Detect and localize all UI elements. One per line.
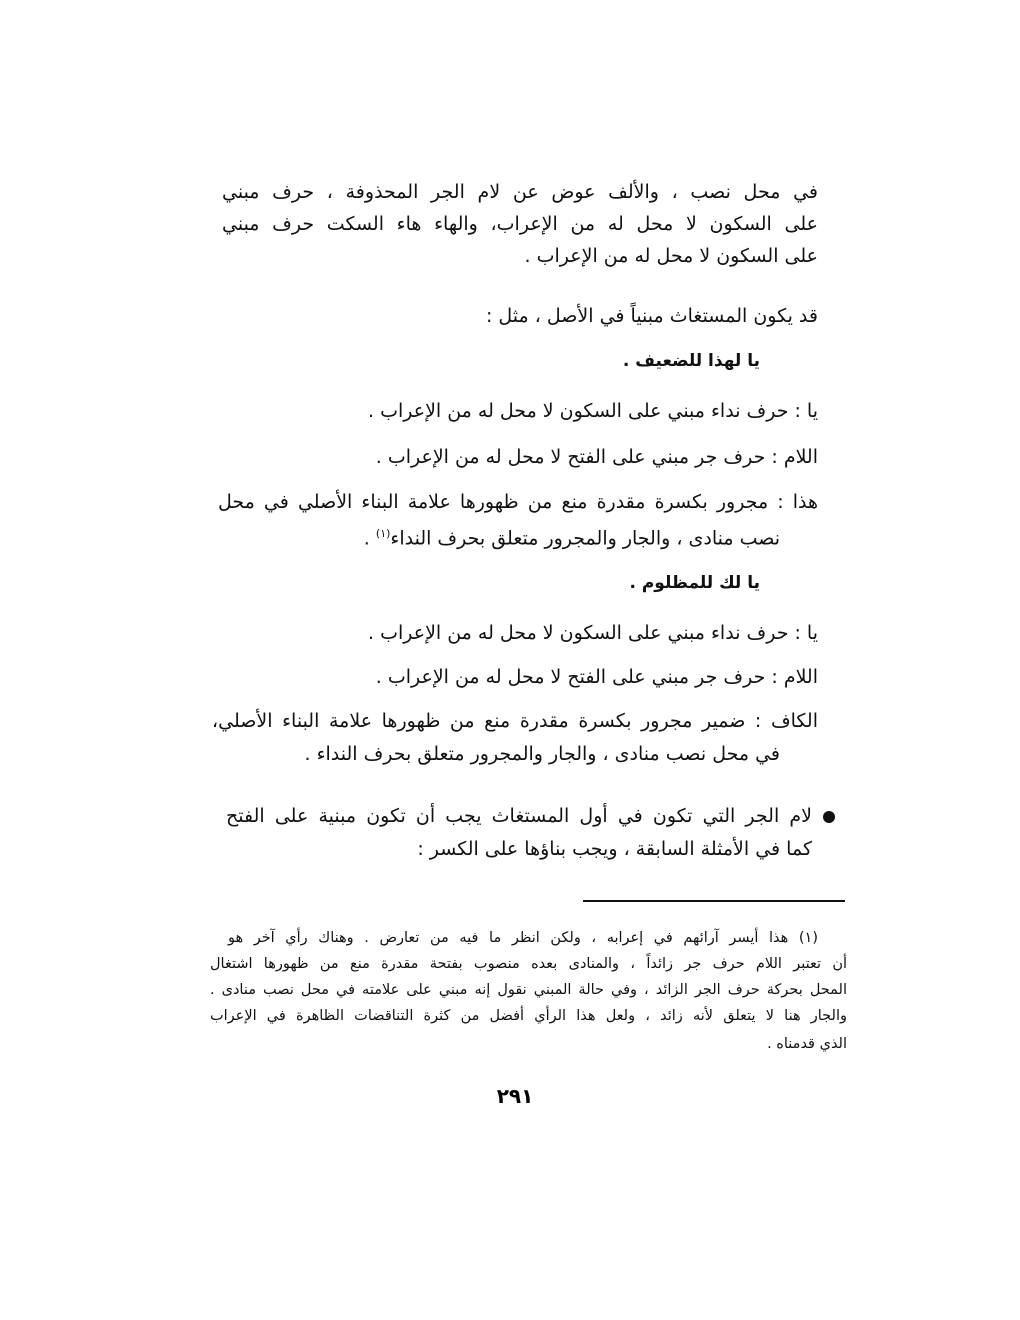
- footnote-line: (١) هذا أيسر آرائهم في إعرابه ، ولكن انظر ما فيه من تعارض . وهناك رأي آخر هو: [228, 930, 818, 946]
- intro-line: قد يكون المستغاث مبنياً في الأصل ، مثل :: [485, 305, 818, 327]
- parse-line-hadha: هذا : مجرور بكسرة مقدرة منع من ظهورها علامة البناء الأصلي في محل: [218, 491, 818, 513]
- period: .: [363, 527, 376, 550]
- footnote-ref[interactable]: (١): [375, 527, 391, 540]
- page-number: ٢٩١: [496, 1084, 534, 1108]
- example-heading: يا لهذا للضعيف .: [622, 351, 760, 371]
- parse-text: نصب منادى ، والجار والمجرور متعلق بحرف النداء: [390, 527, 780, 550]
- parse-line-lam: اللام : حرف جر مبني على الفتح لا محل له من الإعراب .: [375, 446, 818, 468]
- footnote-line: الذي قدمناه .: [767, 1036, 847, 1052]
- footnote-line: والجار هنا لا يتعلق لأنه زائد ، ولعل هذا الرأي أفضل من كثرة التناقضات الظاهرة في الإعراب: [210, 1008, 847, 1024]
- parse-line-lam: اللام : حرف جر مبني على الفتح لا محل له من الإعراب .: [375, 666, 818, 688]
- body-line: على السكون لا محل له من الإعراب .: [524, 245, 818, 267]
- footnote-line: المحل بحركة حرف الجر الزائد ، وفي حالة المبني نقول إنه مبني على علامته في محل نصب منادى .: [210, 982, 847, 998]
- parse-line-ya: يا : حرف نداء مبني على السكون لا محل له من الإعراب .: [368, 622, 818, 644]
- body-line: في محل نصب ، والألف عوض عن لام الجر المحذوفة ، حرف مبني: [222, 181, 818, 203]
- example-heading: يا لك للمظلوم .: [629, 573, 760, 593]
- footnote-separator: [583, 900, 845, 902]
- bullet-note-line: كما في الأمثلة السابقة ، ويجب بناؤها على الكسر :: [417, 838, 812, 860]
- bullet-note-line: لام الجر التي تكون في أول المستغاث يجب أن تكون مبنية على الفتح: [226, 805, 812, 827]
- bullet-icon: [823, 811, 835, 823]
- body-line: على السكون لا محل له من الإعراب، والهاء هاء السكت حرف مبني: [222, 213, 818, 235]
- parse-line-hadha-cont: [364, 521, 780, 551]
- parse-line-kaf: الكاف : ضمير مجرور بكسرة مقدرة منع من ظهورها علامة البناء الأصلي،: [212, 710, 818, 732]
- footnote-line: أن تعتبر اللام حرف جر زائداً ، والمنادى بعده منصوب بفتحة مقدرة منع من ظهورها اشتغال: [210, 956, 847, 972]
- parse-line-kaf-cont: في محل نصب منادى ، والجار والمجرور متعلق بحرف النداء .: [304, 743, 780, 765]
- parse-line-ya: يا : حرف نداء مبني على السكون لا محل له من الإعراب .: [368, 400, 818, 422]
